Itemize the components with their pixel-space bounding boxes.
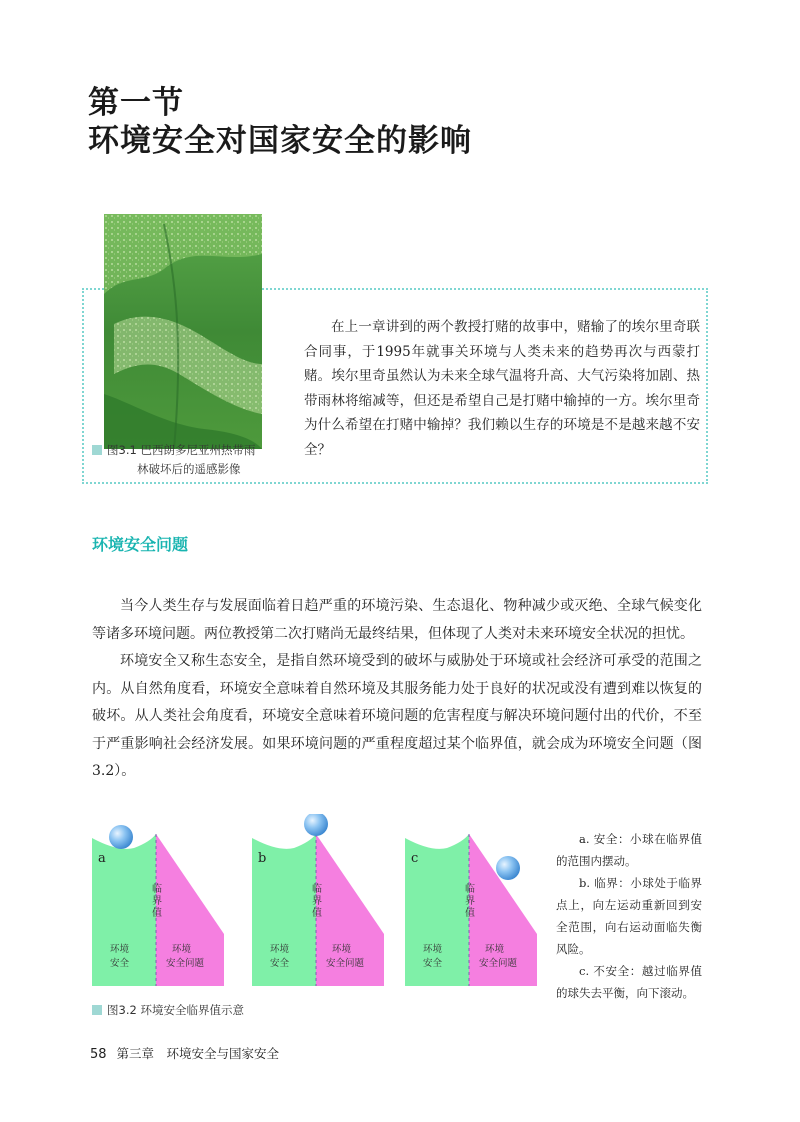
figure-1-caption-line1: 图3.1 巴西朗多尼亚州热带雨 — [107, 443, 256, 457]
safe-label-line1: 环境 — [110, 944, 130, 955]
panel-b — [252, 814, 384, 986]
figure-2-caption — [92, 1001, 244, 1020]
note-b: b. 临界：小球处于临界点上，向左运动重新回到安全范围，向右运动面临失衡风险。 — [556, 876, 702, 956]
problem-label-line1: 环境 — [172, 944, 192, 955]
body-text — [92, 593, 702, 786]
panel-letter: b — [258, 851, 267, 866]
panel-a — [92, 825, 224, 986]
panel-c — [405, 834, 537, 986]
problem-label-line1: 环境 — [332, 944, 352, 955]
intro-paragraph: 在上一章讲到的两个教授打赌的故事中，赌输了的埃尔里奇联合同事，于1995年就事关环境与人类未来的趋势再次与西蒙打赌。埃尔里奇虽然认为未来全球气温将升高、大气污染将加剧、热带雨林将缩减等，但还是希望自己是打赌中输掉的一方。埃尔里奇为什么希望在打赌中输掉？我们赖以生存的环境是不是越来越不安全？ — [304, 319, 700, 458]
ball-icon — [304, 814, 328, 836]
intro-text — [304, 315, 700, 462]
safe-label-line1: 环境 — [270, 944, 290, 955]
safe-label-line2: 安全 — [423, 958, 443, 969]
chapter-label: 第三章 环境安全与国家安全 — [116, 1046, 280, 1061]
caption-marker-icon — [92, 445, 102, 455]
threshold-label: 临界值 — [312, 884, 322, 919]
panel-letter: c — [411, 851, 419, 866]
figure-2-caption-text: 图3.2 环境安全临界值示意 — [107, 1003, 244, 1017]
figure-1-caption-line2: 林破坏后的遥感影像 — [137, 462, 241, 476]
ball-icon — [109, 825, 133, 849]
safe-label-line2: 安全 — [270, 958, 290, 969]
problem-label-line1: 环境 — [485, 944, 505, 955]
subheading: 环境安全问题 — [92, 535, 189, 554]
threshold-label: 临界值 — [465, 884, 475, 919]
threshold-diagram — [88, 814, 538, 994]
safe-label-line2: 安全 — [110, 958, 130, 969]
section-number: 第一节 — [88, 85, 184, 121]
ball-icon — [496, 856, 520, 880]
panel-letter: a — [98, 851, 106, 866]
satellite-image — [104, 214, 262, 449]
caption-marker-icon — [92, 1005, 102, 1015]
body-paragraph-2: 环境安全又称生态安全，是指自然环境受到的破坏与威胁处于环境或社会经济可承受的范围之内。从自然角度看，环境安全意味着自然环境及其服务能力处于良好的状况或没有遭到难以恢复的破坏。从人类社会角度看，环境安全意味着环境问题的危害程度与解决环境问题付出的代价，不至于严重影响社会经济发展。如果环境问题的严重程度超过某个临界值，就会成为环境安全问题（图3.2）。 — [92, 653, 702, 779]
page-number: 58 — [90, 1047, 107, 1062]
problem-label-line2: 安全问题 — [479, 958, 518, 969]
safe-label-line1: 环境 — [423, 944, 443, 955]
section-title — [88, 84, 472, 160]
problem-label-line2: 安全问题 — [166, 958, 205, 969]
page-footer — [90, 1044, 279, 1062]
note-c: c. 不安全：越过临界值的球失去平衡，向下滚动。 — [556, 964, 702, 1000]
figure-1-caption — [92, 441, 292, 479]
section-name: 环境安全对国家安全的影响 — [88, 123, 472, 159]
note-a: a. 安全：小球在临界值的范围内摆动。 — [556, 832, 702, 868]
problem-label-line2: 安全问题 — [326, 958, 365, 969]
diagram-notes — [556, 828, 702, 1004]
body-paragraph-1: 当今人类生存与发展面临着日趋严重的环境污染、生态退化、物种减少或灭绝、全球气候变化等诸多环境问题。两位教授第二次打赌尚无最终结果，但体现了人类对未来环境安全状况的担忧。 — [92, 598, 702, 642]
threshold-label: 临界值 — [152, 884, 162, 919]
